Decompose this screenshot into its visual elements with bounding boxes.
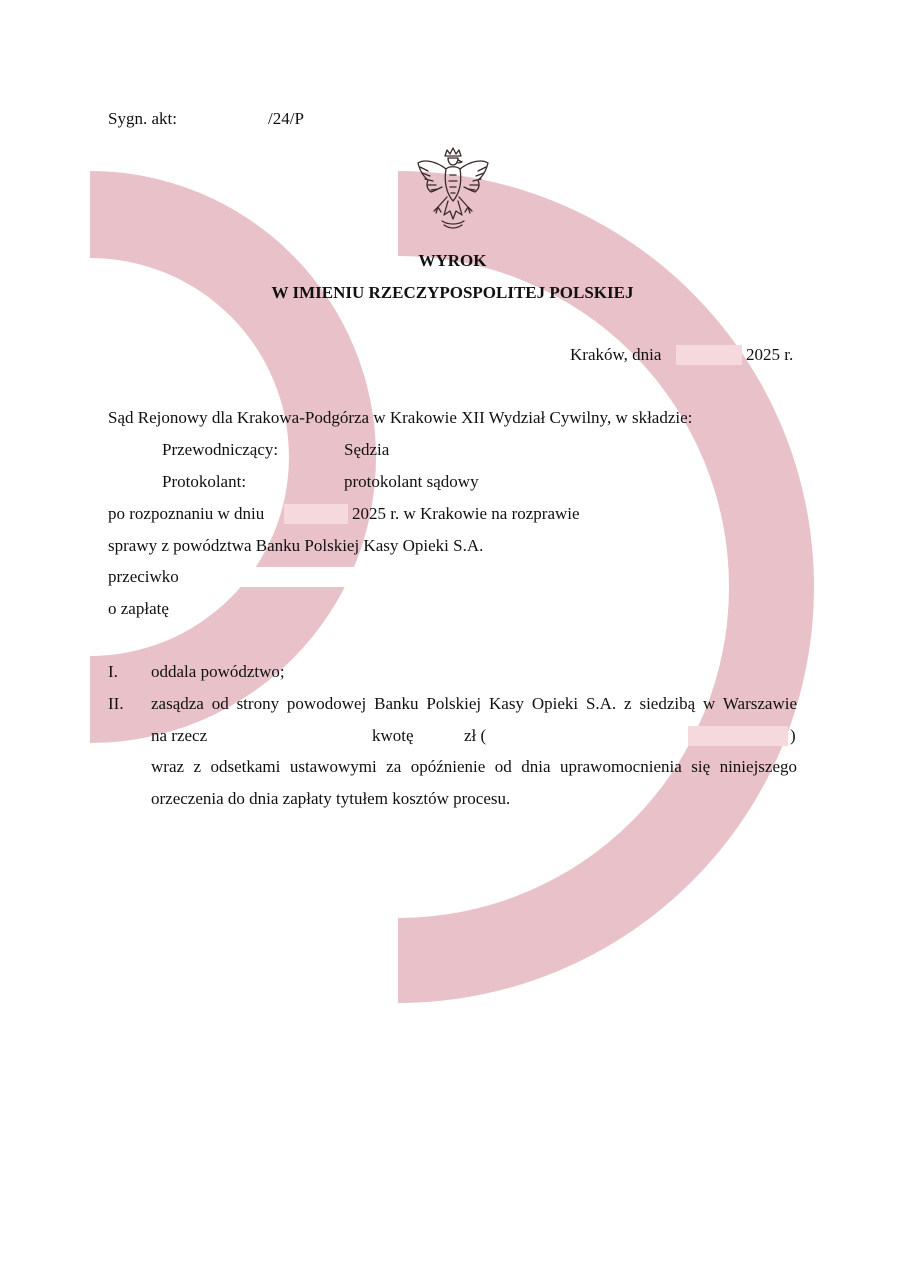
redacted-defendant bbox=[186, 567, 390, 587]
judgment-title: WYROK bbox=[418, 251, 487, 270]
item2-line2-d: ) bbox=[790, 726, 796, 745]
item1-text: oddala powództwo; bbox=[151, 662, 285, 681]
judgment-subtitle: W IMIENIU RZECZYPOSPOLITEJ POLSKIEJ bbox=[271, 283, 634, 302]
item2-line2-c: zł ( bbox=[464, 726, 487, 745]
redacted-amount-words-end bbox=[688, 726, 788, 746]
item1-number: I. bbox=[108, 662, 118, 681]
place-date-prefix: Kraków, dnia bbox=[570, 345, 662, 364]
chair-label: Przewodniczący: bbox=[162, 440, 279, 459]
case-number-suffix: /24/P bbox=[268, 109, 304, 128]
clerk-label: Protokolant: bbox=[162, 472, 247, 491]
clerk-value: protokolant sądowy bbox=[344, 472, 479, 491]
item2-number: II. bbox=[108, 694, 124, 713]
redacted-amount bbox=[424, 726, 460, 746]
chair-value: Sędzia bbox=[344, 440, 390, 459]
case-number-label: Sygn. akt: bbox=[108, 109, 177, 128]
court-line: Sąd Rejonowy dla Krakowa-Podgórza w Krakowie XII Wydział Cywilny, w składzie: bbox=[108, 408, 693, 427]
subject-line: o zapłatę bbox=[108, 599, 169, 618]
item2-line3: wraz z odsetkami ustawowymi za opóźnienie od dnia uprawomocnienia się niniejszego bbox=[151, 757, 797, 776]
item2-line2-a: na rzecz bbox=[151, 726, 208, 745]
hearing-suffix: 2025 r. w Krakowie na rozprawie bbox=[352, 504, 580, 523]
plaintiff-line: sprawy z powództwa Banku Polskiej Kasy Opieki S.A. bbox=[108, 536, 484, 555]
redacted-date bbox=[676, 345, 742, 365]
redacted-amount-words bbox=[492, 726, 688, 746]
redacted-hearing-date bbox=[284, 504, 348, 524]
defendant-prefix: przeciwko bbox=[108, 567, 179, 586]
item2-line2-b: kwotę bbox=[372, 726, 414, 745]
item2-line1: zasądza od strony powodowej Banku Polskiej Kasy Opieki S.A. z siedzibą w Warszawie bbox=[151, 694, 797, 713]
place-date-suffix: 2025 r. bbox=[746, 345, 794, 364]
polish-eagle-emblem-icon bbox=[414, 147, 492, 231]
redacted-recipient bbox=[214, 726, 370, 746]
item2-line4: orzeczenia do dnia zapłaty tytułem kosztów procesu. bbox=[151, 789, 511, 808]
hearing-prefix: po rozpoznaniu w dniu bbox=[108, 504, 265, 523]
